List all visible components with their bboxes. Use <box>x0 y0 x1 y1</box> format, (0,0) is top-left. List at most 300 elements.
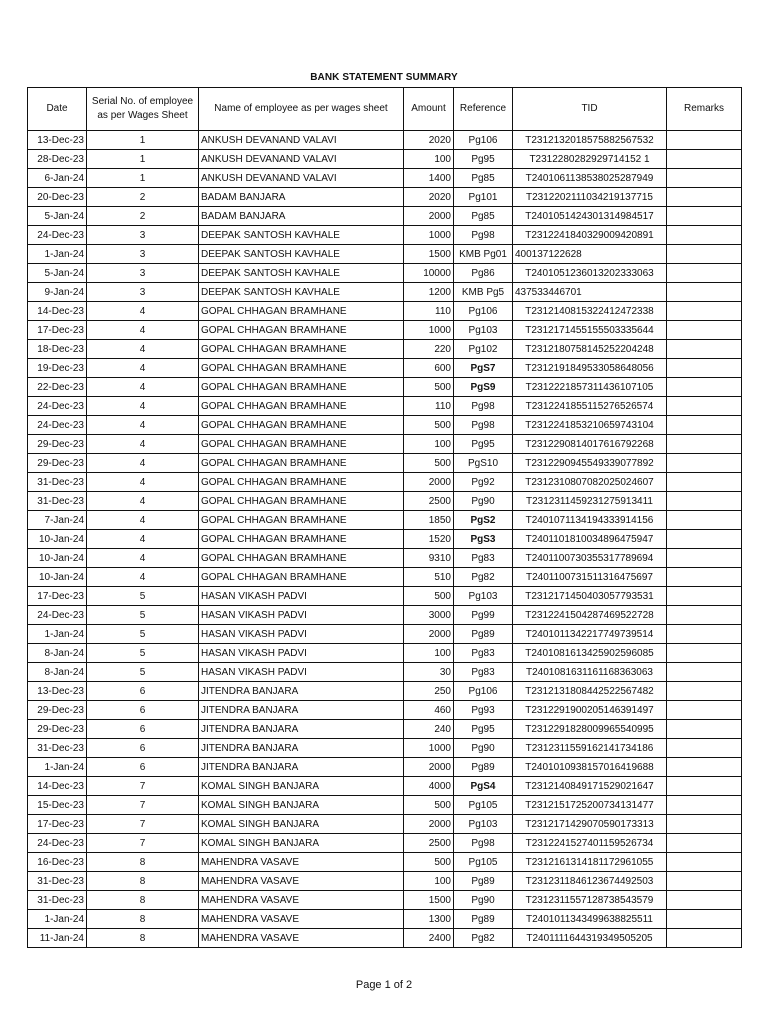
table-row <box>28 207 742 226</box>
cell-serial: 4 <box>87 340 199 359</box>
cell-serial: 6 <box>87 739 199 758</box>
cell-date: 29-Dec-23 <box>28 454 87 473</box>
cell-amount: 500 <box>404 796 454 815</box>
cell-remarks <box>667 378 742 397</box>
table-row <box>28 929 742 948</box>
cell-employee-name: MAHENDRA VASAVE <box>199 872 404 891</box>
cell-amount: 9310 <box>404 549 454 568</box>
cell-amount: 100 <box>404 644 454 663</box>
cell-employee-name: GOPAL CHHAGAN BRAMHANE <box>199 321 404 340</box>
cell-tid: T2312291828009965540995 <box>513 720 667 739</box>
cell-serial: 2 <box>87 207 199 226</box>
cell-reference: Pg106 <box>454 131 513 150</box>
cell-remarks <box>667 264 742 283</box>
cell-amount: 4000 <box>404 777 454 796</box>
cell-employee-name: GOPAL CHHAGAN BRAMHANE <box>199 378 404 397</box>
cell-reference: Pg103 <box>454 815 513 834</box>
table-row <box>28 720 742 739</box>
cell-employee-name: DEEPAK SANTOSH KAVHALE <box>199 226 404 245</box>
cell-reference: PgS4 <box>454 777 513 796</box>
cell-employee-name: ANKUSH DEVANAND VALAVI <box>199 131 404 150</box>
cell-tid: T2312171455155503335644 <box>513 321 667 340</box>
cell-serial: 5 <box>87 644 199 663</box>
cell-reference: Pg105 <box>454 796 513 815</box>
cell-serial: 3 <box>87 283 199 302</box>
cell-reference: Pg102 <box>454 340 513 359</box>
cell-remarks <box>667 169 742 188</box>
cell-tid: T2401081613425902596085 <box>513 644 667 663</box>
cell-reference: Pg90 <box>454 492 513 511</box>
cell-employee-name: JITENDRA BANJARA <box>199 739 404 758</box>
cell-reference: Pg92 <box>454 473 513 492</box>
cell-date: 19-Dec-23 <box>28 359 87 378</box>
cell-serial: 6 <box>87 682 199 701</box>
cell-employee-name: KOMAL SINGH BANJARA <box>199 796 404 815</box>
bank-statement-table <box>27 87 742 948</box>
cell-employee-name: GOPAL CHHAGAN BRAMHANE <box>199 416 404 435</box>
cell-serial: 4 <box>87 492 199 511</box>
cell-remarks <box>667 207 742 226</box>
table-row <box>28 606 742 625</box>
cell-amount: 500 <box>404 853 454 872</box>
cell-amount: 510 <box>404 568 454 587</box>
cell-serial: 4 <box>87 302 199 321</box>
cell-employee-name: GOPAL CHHAGAN BRAMHANE <box>199 359 404 378</box>
cell-serial: 6 <box>87 701 199 720</box>
table-row <box>28 378 742 397</box>
cell-serial: 4 <box>87 549 199 568</box>
cell-employee-name: JITENDRA BANJARA <box>199 701 404 720</box>
table-row <box>28 435 742 454</box>
cell-amount: 2000 <box>404 473 454 492</box>
cell-date: 24-Dec-23 <box>28 606 87 625</box>
cell-remarks <box>667 777 742 796</box>
cell-reference: KMB Pg5 <box>454 283 513 302</box>
cell-serial: 4 <box>87 397 199 416</box>
cell-reference: Pg83 <box>454 663 513 682</box>
cell-remarks <box>667 872 742 891</box>
cell-tid: T2401071134194333914156 <box>513 511 667 530</box>
table-body <box>28 131 742 948</box>
table-row <box>28 131 742 150</box>
cell-reference: Pg99 <box>454 606 513 625</box>
table-header-row <box>28 88 742 131</box>
cell-remarks <box>667 758 742 777</box>
column-header-date: Date <box>28 88 87 131</box>
cell-remarks <box>667 359 742 378</box>
cell-tid: T2312132018575882567532 <box>513 131 667 150</box>
cell-tid: T2401051424301314984517 <box>513 207 667 226</box>
cell-date: 5-Jan-24 <box>28 264 87 283</box>
cell-amount: 2500 <box>404 834 454 853</box>
cell-serial: 8 <box>87 891 199 910</box>
cell-amount: 3000 <box>404 606 454 625</box>
column-header-reference: Reference <box>454 88 513 131</box>
cell-date: 31-Dec-23 <box>28 891 87 910</box>
cell-tid: T2312171450403057793531 <box>513 587 667 606</box>
cell-remarks <box>667 435 742 454</box>
table-row <box>28 264 742 283</box>
cell-remarks <box>667 549 742 568</box>
cell-tid: T2401100730355317789694 <box>513 549 667 568</box>
cell-date: 31-Dec-23 <box>28 739 87 758</box>
cell-serial: 4 <box>87 473 199 492</box>
cell-serial: 7 <box>87 777 199 796</box>
cell-date: 17-Dec-23 <box>28 815 87 834</box>
cell-reference: KMB Pg01 <box>454 245 513 264</box>
cell-date: 11-Jan-24 <box>28 929 87 948</box>
cell-reference: Pg98 <box>454 397 513 416</box>
cell-date: 22-Dec-23 <box>28 378 87 397</box>
cell-amount: 1000 <box>404 739 454 758</box>
cell-tid: T2312171429070590173313 <box>513 815 667 834</box>
cell-tid: T2312191849533058648056 <box>513 359 667 378</box>
cell-serial: 7 <box>87 815 199 834</box>
cell-reference: Pg93 <box>454 701 513 720</box>
table-row <box>28 302 742 321</box>
cell-reference: Pg83 <box>454 549 513 568</box>
table-row <box>28 511 742 530</box>
cell-employee-name: JITENDRA BANJARA <box>199 758 404 777</box>
cell-reference: PgS7 <box>454 359 513 378</box>
table-row <box>28 283 742 302</box>
cell-date: 8-Jan-24 <box>28 663 87 682</box>
cell-employee-name: HASAN VIKASH PADVI <box>199 587 404 606</box>
cell-employee-name: HASAN VIKASH PADVI <box>199 663 404 682</box>
table-row <box>28 473 742 492</box>
cell-remarks <box>667 739 742 758</box>
cell-amount: 2500 <box>404 492 454 511</box>
cell-tid: T2312280282929714152 1 <box>513 150 667 169</box>
cell-amount: 600 <box>404 359 454 378</box>
cell-remarks <box>667 245 742 264</box>
cell-amount: 1850 <box>404 511 454 530</box>
cell-employee-name: BADAM BANJARA <box>199 207 404 226</box>
cell-amount: 460 <box>404 701 454 720</box>
cell-tid: T2312311846123674492503 <box>513 872 667 891</box>
cell-remarks <box>667 568 742 587</box>
cell-amount: 500 <box>404 416 454 435</box>
cell-employee-name: MAHENDRA VASAVE <box>199 929 404 948</box>
cell-tid: T2401111644319349505205 <box>513 929 667 948</box>
cell-date: 1-Jan-24 <box>28 245 87 264</box>
table-row <box>28 739 742 758</box>
table-row <box>28 492 742 511</box>
cell-date: 10-Jan-24 <box>28 568 87 587</box>
table-row <box>28 188 742 207</box>
cell-amount: 2400 <box>404 929 454 948</box>
table-row <box>28 226 742 245</box>
cell-tid: T2401081631161168363063 <box>513 663 667 682</box>
cell-tid: T2401011343499638825511 <box>513 910 667 929</box>
cell-serial: 5 <box>87 606 199 625</box>
table-row <box>28 397 742 416</box>
cell-reference: Pg89 <box>454 872 513 891</box>
cell-tid: T2312241504287469522728 <box>513 606 667 625</box>
cell-amount: 1000 <box>404 226 454 245</box>
cell-serial: 3 <box>87 245 199 264</box>
cell-serial: 6 <box>87 720 199 739</box>
cell-serial: 1 <box>87 150 199 169</box>
cell-remarks <box>667 150 742 169</box>
cell-remarks <box>667 454 742 473</box>
cell-serial: 4 <box>87 511 199 530</box>
cell-employee-name: GOPAL CHHAGAN BRAMHANE <box>199 435 404 454</box>
cell-serial: 4 <box>87 454 199 473</box>
cell-tid: T2312290945549339077892 <box>513 454 667 473</box>
cell-date: 15-Dec-23 <box>28 796 87 815</box>
page-number: Page 1 of 2 <box>355 979 413 991</box>
cell-serial: 4 <box>87 416 199 435</box>
cell-date: 29-Dec-23 <box>28 435 87 454</box>
cell-tid: T2312131808442522567482 <box>513 682 667 701</box>
table-row <box>28 549 742 568</box>
cell-amount: 1200 <box>404 283 454 302</box>
cell-date: 31-Dec-23 <box>28 872 87 891</box>
cell-employee-name: HASAN VIKASH PADVI <box>199 644 404 663</box>
table-row <box>28 796 742 815</box>
cell-reference: Pg90 <box>454 891 513 910</box>
cell-date: 16-Dec-23 <box>28 853 87 872</box>
cell-serial: 3 <box>87 264 199 283</box>
cell-reference: Pg98 <box>454 416 513 435</box>
cell-employee-name: HASAN VIKASH PADVI <box>199 606 404 625</box>
cell-reference: PgS9 <box>454 378 513 397</box>
cell-date: 7-Jan-24 <box>28 511 87 530</box>
cell-employee-name: GOPAL CHHAGAN BRAMHANE <box>199 549 404 568</box>
cell-amount: 500 <box>404 378 454 397</box>
cell-tid: T2312161314181172961055 <box>513 853 667 872</box>
cell-employee-name: MAHENDRA VASAVE <box>199 891 404 910</box>
cell-remarks <box>667 283 742 302</box>
cell-remarks <box>667 720 742 739</box>
cell-employee-name: KOMAL SINGH BANJARA <box>199 834 404 853</box>
cell-reference: Pg101 <box>454 188 513 207</box>
cell-amount: 2020 <box>404 131 454 150</box>
cell-tid: T2401100731511316475697 <box>513 568 667 587</box>
cell-date: 14-Dec-23 <box>28 302 87 321</box>
cell-tid: T2312221857311436107105 <box>513 378 667 397</box>
cell-serial: 5 <box>87 663 199 682</box>
cell-date: 1-Jan-24 <box>28 625 87 644</box>
cell-serial: 8 <box>87 872 199 891</box>
table-row <box>28 682 742 701</box>
cell-remarks <box>667 302 742 321</box>
cell-remarks <box>667 853 742 872</box>
cell-remarks <box>667 321 742 340</box>
table-row <box>28 587 742 606</box>
table-row <box>28 644 742 663</box>
cell-tid: T2312202111034219137715 <box>513 188 667 207</box>
cell-tid: T2401051236013202333063 <box>513 264 667 283</box>
cell-date: 29-Dec-23 <box>28 720 87 739</box>
cell-tid: T2401101810034896475947 <box>513 530 667 549</box>
cell-amount: 2000 <box>404 758 454 777</box>
cell-employee-name: DEEPAK SANTOSH KAVHALE <box>199 283 404 302</box>
cell-employee-name: GOPAL CHHAGAN BRAMHANE <box>199 492 404 511</box>
cell-reference: Pg103 <box>454 587 513 606</box>
cell-serial: 4 <box>87 378 199 397</box>
cell-amount: 240 <box>404 720 454 739</box>
cell-serial: 8 <box>87 853 199 872</box>
cell-date: 24-Dec-23 <box>28 397 87 416</box>
table-row <box>28 568 742 587</box>
cell-serial: 7 <box>87 834 199 853</box>
cell-reference: Pg89 <box>454 758 513 777</box>
cell-reference: Pg98 <box>454 834 513 853</box>
cell-remarks <box>667 929 742 948</box>
cell-employee-name: BADAM BANJARA <box>199 188 404 207</box>
cell-reference: Pg106 <box>454 682 513 701</box>
cell-date: 9-Jan-24 <box>28 283 87 302</box>
cell-remarks <box>667 644 742 663</box>
table-row <box>28 150 742 169</box>
cell-date: 29-Dec-23 <box>28 701 87 720</box>
cell-remarks <box>667 834 742 853</box>
cell-serial: 4 <box>87 359 199 378</box>
cell-date: 24-Dec-23 <box>28 416 87 435</box>
table-row <box>28 454 742 473</box>
cell-employee-name: KOMAL SINGH BANJARA <box>199 815 404 834</box>
cell-remarks <box>667 416 742 435</box>
cell-reference: Pg89 <box>454 625 513 644</box>
cell-employee-name: ANKUSH DEVANAND VALAVI <box>199 150 404 169</box>
cell-reference: PgS2 <box>454 511 513 530</box>
table-row <box>28 625 742 644</box>
cell-amount: 250 <box>404 682 454 701</box>
cell-date: 1-Jan-24 <box>28 910 87 929</box>
table-row <box>28 245 742 264</box>
cell-date: 8-Jan-24 <box>28 644 87 663</box>
cell-serial: 5 <box>87 625 199 644</box>
cell-reference: Pg98 <box>454 226 513 245</box>
cell-employee-name: MAHENDRA VASAVE <box>199 910 404 929</box>
cell-tid: T2312241840329009420891 <box>513 226 667 245</box>
cell-date: 13-Dec-23 <box>28 682 87 701</box>
cell-remarks <box>667 188 742 207</box>
cell-employee-name: GOPAL CHHAGAN BRAMHANE <box>199 511 404 530</box>
table-row <box>28 701 742 720</box>
cell-serial: 4 <box>87 530 199 549</box>
cell-remarks <box>667 226 742 245</box>
cell-serial: 2 <box>87 188 199 207</box>
cell-date: 28-Dec-23 <box>28 150 87 169</box>
cell-date: 24-Dec-23 <box>28 226 87 245</box>
cell-remarks <box>667 473 742 492</box>
cell-amount: 110 <box>404 397 454 416</box>
cell-reference: Pg82 <box>454 929 513 948</box>
cell-remarks <box>667 663 742 682</box>
cell-date: 31-Dec-23 <box>28 492 87 511</box>
cell-remarks <box>667 587 742 606</box>
cell-tid: T2312241527401159526734 <box>513 834 667 853</box>
cell-employee-name: JITENDRA BANJARA <box>199 720 404 739</box>
table-row <box>28 834 742 853</box>
cell-reference: Pg85 <box>454 169 513 188</box>
column-header-serial: Serial No. of employee as per Wages Sheet <box>87 88 199 131</box>
cell-employee-name: JITENDRA BANJARA <box>199 682 404 701</box>
cell-serial: 4 <box>87 568 199 587</box>
cell-amount: 1000 <box>404 321 454 340</box>
cell-tid: T2312140849171529021647 <box>513 777 667 796</box>
cell-tid: T2312241853210659743104 <box>513 416 667 435</box>
cell-remarks <box>667 625 742 644</box>
table-row <box>28 815 742 834</box>
cell-serial: 8 <box>87 929 199 948</box>
cell-amount: 500 <box>404 454 454 473</box>
column-header-tid: TID <box>513 88 667 131</box>
cell-employee-name: GOPAL CHHAGAN BRAMHANE <box>199 454 404 473</box>
cell-amount: 100 <box>404 872 454 891</box>
cell-employee-name: GOPAL CHHAGAN BRAMHANE <box>199 530 404 549</box>
cell-employee-name: GOPAL CHHAGAN BRAMHANE <box>199 397 404 416</box>
cell-serial: 1 <box>87 131 199 150</box>
cell-tid: T2401061138538025287949 <box>513 169 667 188</box>
table-row <box>28 872 742 891</box>
cell-reference: Pg106 <box>454 302 513 321</box>
cell-tid: T2312290814017616792268 <box>513 435 667 454</box>
cell-remarks <box>667 682 742 701</box>
cell-employee-name: HASAN VIKASH PADVI <box>199 625 404 644</box>
cell-serial: 4 <box>87 435 199 454</box>
cell-amount: 2020 <box>404 188 454 207</box>
cell-tid: T2312311559162141734186 <box>513 739 667 758</box>
cell-reference: PgS10 <box>454 454 513 473</box>
table-row <box>28 853 742 872</box>
cell-date: 20-Dec-23 <box>28 188 87 207</box>
cell-amount: 1300 <box>404 910 454 929</box>
cell-amount: 1500 <box>404 891 454 910</box>
cell-employee-name: GOPAL CHHAGAN BRAMHANE <box>199 302 404 321</box>
cell-date: 6-Jan-24 <box>28 169 87 188</box>
cell-tid: T2312310807082025024607 <box>513 473 667 492</box>
cell-amount: 1520 <box>404 530 454 549</box>
cell-employee-name: GOPAL CHHAGAN BRAMHANE <box>199 568 404 587</box>
cell-reference: Pg86 <box>454 264 513 283</box>
cell-remarks <box>667 397 742 416</box>
cell-tid: T2312180758145252204248 <box>513 340 667 359</box>
cell-remarks <box>667 796 742 815</box>
table-row <box>28 910 742 929</box>
table-row <box>28 530 742 549</box>
cell-employee-name: GOPAL CHHAGAN BRAMHANE <box>199 340 404 359</box>
cell-serial: 8 <box>87 910 199 929</box>
cell-employee-name: ANKUSH DEVANAND VALAVI <box>199 169 404 188</box>
cell-employee-name: KOMAL SINGH BANJARA <box>199 777 404 796</box>
table-row <box>28 169 742 188</box>
cell-date: 10-Jan-24 <box>28 530 87 549</box>
cell-tid: T2312291900205146391497 <box>513 701 667 720</box>
cell-tid: T2312311557128738543579 <box>513 891 667 910</box>
cell-tid: T2401011342217749739514 <box>513 625 667 644</box>
cell-remarks <box>667 606 742 625</box>
column-header-amount: Amount <box>404 88 454 131</box>
cell-date: 13-Dec-23 <box>28 131 87 150</box>
cell-reference: Pg85 <box>454 207 513 226</box>
cell-remarks <box>667 891 742 910</box>
cell-amount: 1500 <box>404 245 454 264</box>
cell-amount: 2000 <box>404 815 454 834</box>
cell-amount: 110 <box>404 302 454 321</box>
cell-remarks <box>667 492 742 511</box>
cell-reference: Pg105 <box>454 853 513 872</box>
cell-reference: Pg83 <box>454 644 513 663</box>
cell-tid: 400137122628 <box>513 245 667 264</box>
cell-serial: 6 <box>87 758 199 777</box>
cell-amount: 100 <box>404 150 454 169</box>
cell-remarks <box>667 511 742 530</box>
cell-reference: Pg89 <box>454 910 513 929</box>
